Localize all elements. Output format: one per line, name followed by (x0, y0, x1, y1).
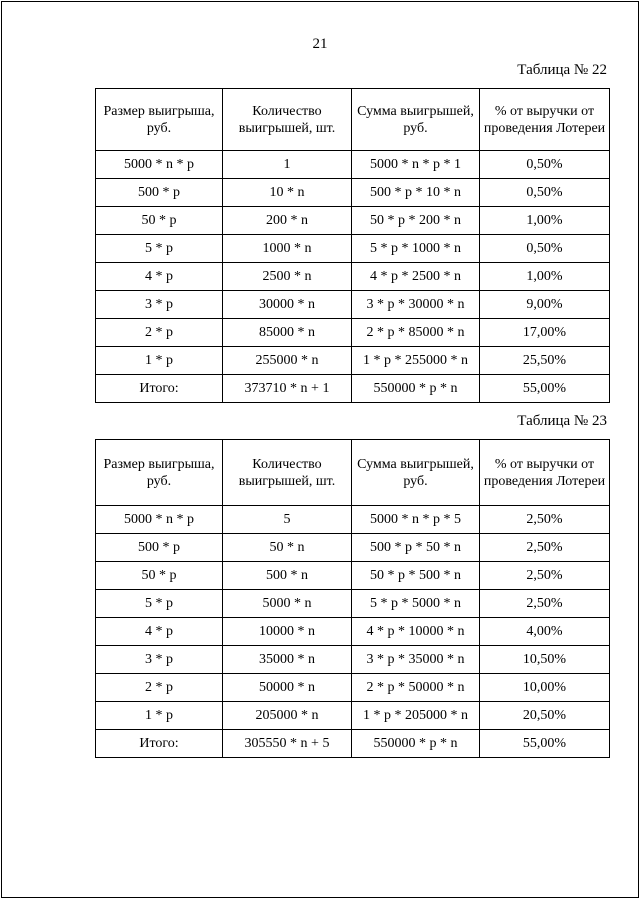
table-cell: 4 * p * 2500 * n (352, 263, 480, 291)
table-cell: 55,00% (480, 375, 610, 403)
table-23 (95, 439, 610, 758)
table-row (96, 291, 610, 319)
table-cell: 5 * p (96, 590, 223, 618)
table-cell: 20,50% (480, 702, 610, 730)
table-cell: 200 * n (223, 207, 352, 235)
table-row (96, 347, 610, 375)
table-cell: 0,50% (480, 151, 610, 179)
table-cell: 30000 * n (223, 291, 352, 319)
table-cell: 9,00% (480, 291, 610, 319)
table-row (96, 590, 610, 618)
column-header: Количество выигрышей, шт. (223, 89, 352, 151)
column-header: Количество выигрышей, шт. (223, 440, 352, 506)
table-cell: 0,50% (480, 179, 610, 207)
table-cell: 50 * p (96, 207, 223, 235)
total-row (96, 730, 610, 758)
table-cell: 10000 * n (223, 618, 352, 646)
table-cell: Итого: (96, 375, 223, 403)
table-cell: 4 * p * 10000 * n (352, 618, 480, 646)
table-cell: 1000 * n (223, 235, 352, 263)
table-cell: 4 * p (96, 618, 223, 646)
table-cell: 17,00% (480, 319, 610, 347)
table-cell: Итого: (96, 730, 223, 758)
column-header: Размер выигрыша, руб. (96, 89, 223, 151)
table-cell: 2 * p (96, 319, 223, 347)
table-row (96, 534, 610, 562)
table-row (96, 618, 610, 646)
table-cell: 1,00% (480, 263, 610, 291)
table-cell: 2 * p (96, 674, 223, 702)
page-number: 21 (312, 36, 328, 52)
table-cell: 85000 * n (223, 319, 352, 347)
column-header: Сумма выигрышей, руб. (352, 440, 480, 506)
table-cell: 5 * p (96, 235, 223, 263)
table-cell: 35000 * n (223, 646, 352, 674)
table-row (96, 674, 610, 702)
table-cell: 4 * p (96, 263, 223, 291)
column-header: % от выручки от проведения Лотереи (480, 89, 610, 151)
total-row (96, 375, 610, 403)
table-row (96, 562, 610, 590)
table-row (96, 151, 610, 179)
table-cell: 305550 * n + 5 (223, 730, 352, 758)
table-cell: 3 * p (96, 291, 223, 319)
table-cell: 50 * p * 200 * n (352, 207, 480, 235)
table-cell: 2 * p * 85000 * n (352, 319, 480, 347)
table-cell: 2500 * n (223, 263, 352, 291)
table-cell: 1 * p (96, 702, 223, 730)
table-cell: 1 * p * 205000 * n (352, 702, 480, 730)
table-cell: 5 * p * 5000 * n (352, 590, 480, 618)
table-cell: 3 * p * 35000 * n (352, 646, 480, 674)
table-row (96, 702, 610, 730)
table-cell: 550000 * p * n (352, 375, 480, 403)
table-cell: 50 * p (96, 562, 223, 590)
table-cell: 205000 * n (223, 702, 352, 730)
table-cell: 5000 * n * p * 5 (352, 506, 480, 534)
table-cell: 25,50% (480, 347, 610, 375)
table-23-caption: Таблица № 23 (517, 413, 607, 429)
table-cell: 3 * p * 30000 * n (352, 291, 480, 319)
table-row (96, 263, 610, 291)
table-cell: 50000 * n (223, 674, 352, 702)
table-cell: 5 (223, 506, 352, 534)
table-cell: 500 * p (96, 534, 223, 562)
table-cell: 5 * p * 1000 * n (352, 235, 480, 263)
table-cell: 10 * n (223, 179, 352, 207)
table-header-row (96, 89, 610, 151)
table-row (96, 207, 610, 235)
table-cell: 2,50% (480, 534, 610, 562)
table-cell: 55,00% (480, 730, 610, 758)
table-cell: 10,00% (480, 674, 610, 702)
table-cell: 50 * n (223, 534, 352, 562)
table-cell: 2,50% (480, 562, 610, 590)
table-cell: 255000 * n (223, 347, 352, 375)
table-cell: 1 (223, 151, 352, 179)
table-cell: 500 * p * 10 * n (352, 179, 480, 207)
table-row (96, 506, 610, 534)
table-cell: 500 * p * 50 * n (352, 534, 480, 562)
table-cell: 5000 * n * p (96, 506, 223, 534)
table-cell: 5000 * n (223, 590, 352, 618)
table-cell: 50 * p * 500 * n (352, 562, 480, 590)
table-cell: 10,50% (480, 646, 610, 674)
table-cell: 550000 * p * n (352, 730, 480, 758)
table-row (96, 646, 610, 674)
table-row (96, 235, 610, 263)
table-cell: 2,50% (480, 590, 610, 618)
table-cell: 3 * p (96, 646, 223, 674)
table-row (96, 319, 610, 347)
table-row (96, 179, 610, 207)
table-cell: 4,00% (480, 618, 610, 646)
column-header: Сумма выигрышей, руб. (352, 89, 480, 151)
table-cell: 2,50% (480, 506, 610, 534)
table-22-caption: Таблица № 22 (517, 62, 607, 78)
table-cell: 5000 * n * p (96, 151, 223, 179)
table-cell: 373710 * n + 1 (223, 375, 352, 403)
table-cell: 500 * p (96, 179, 223, 207)
table-cell: 5000 * n * p * 1 (352, 151, 480, 179)
table-cell: 500 * n (223, 562, 352, 590)
table-cell: 1 * p * 255000 * n (352, 347, 480, 375)
table-cell: 1,00% (480, 207, 610, 235)
table-cell: 1 * p (96, 347, 223, 375)
column-header: % от выручки от проведения Лотереи (480, 440, 610, 506)
table-cell: 0,50% (480, 235, 610, 263)
table-cell: 2 * p * 50000 * n (352, 674, 480, 702)
table-header-row (96, 440, 610, 506)
column-header: Размер выигрыша, руб. (96, 440, 223, 506)
table-22 (95, 88, 610, 403)
